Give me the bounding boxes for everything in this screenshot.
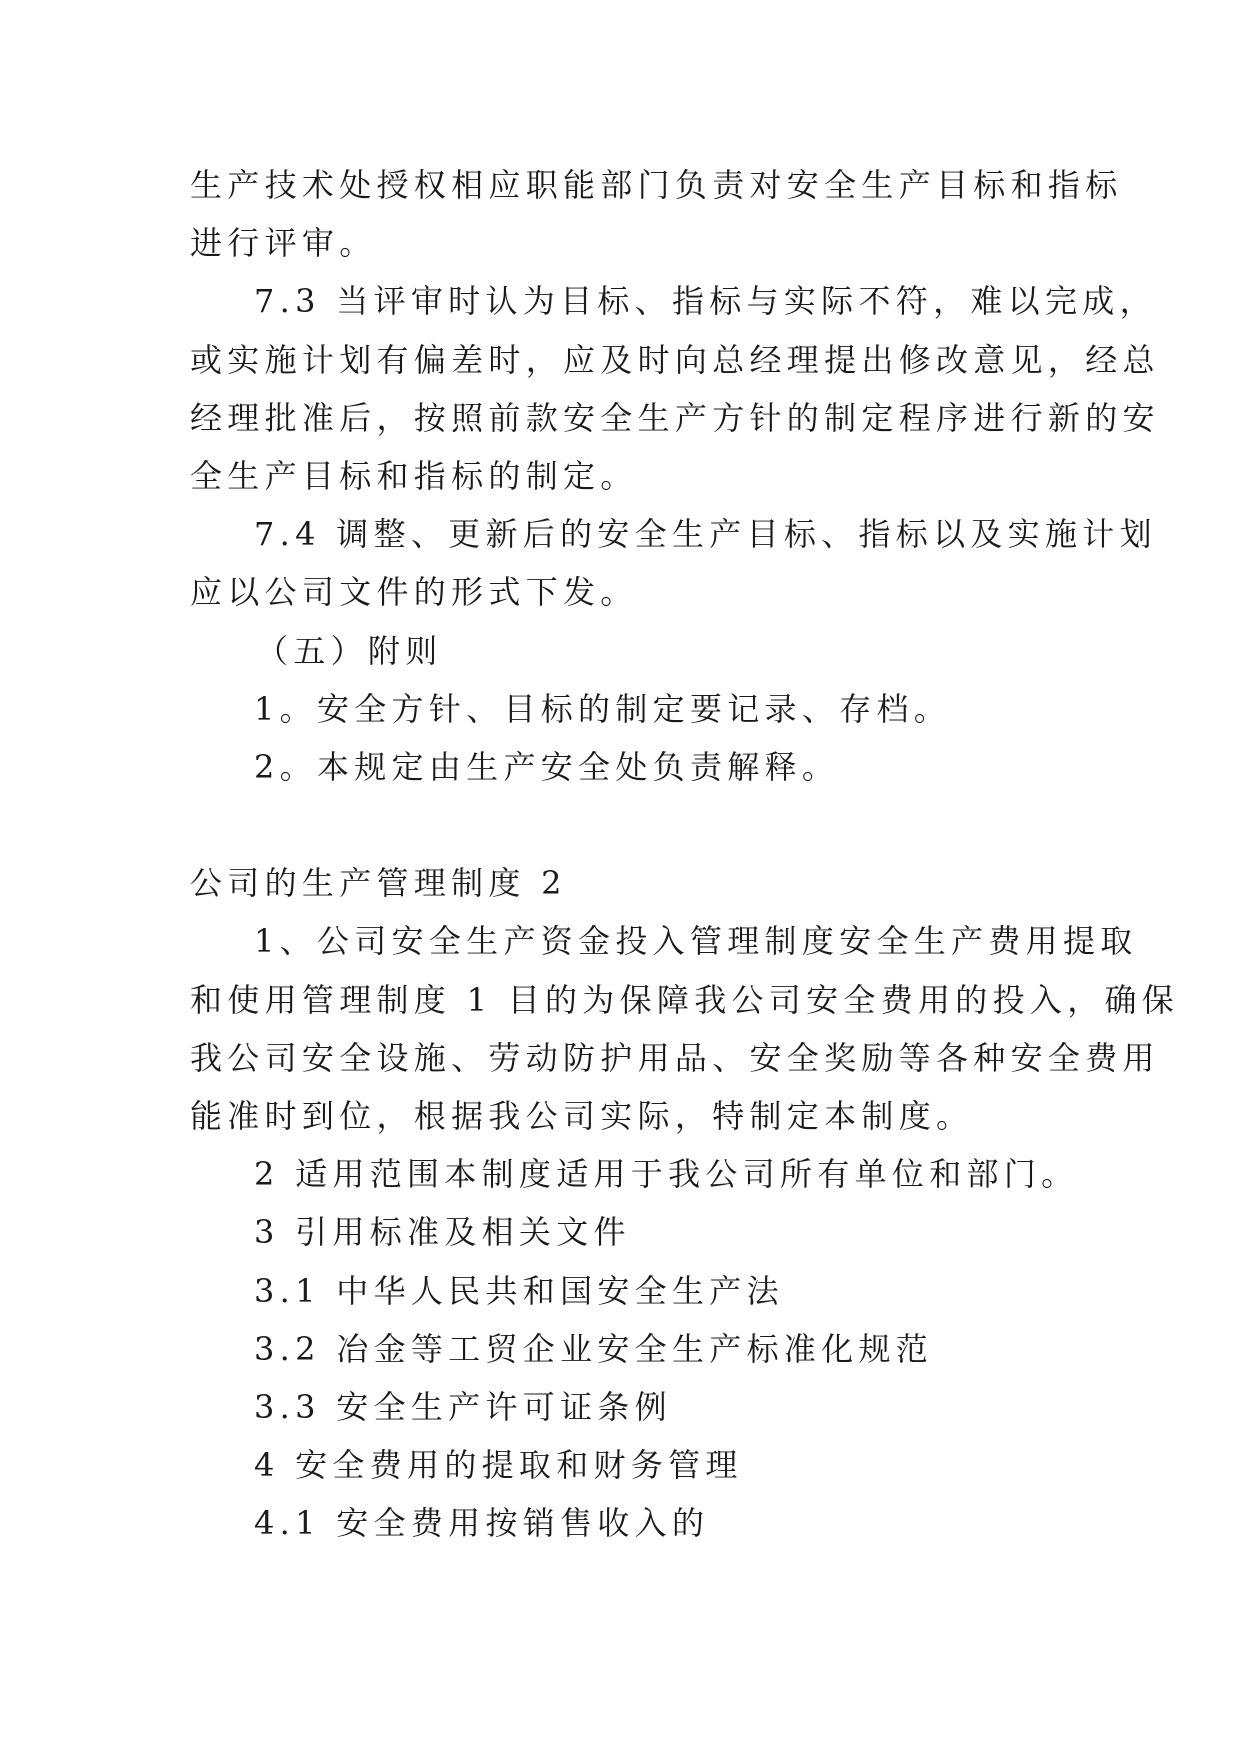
clause-3-2: 3.2 冶金等工贸企业安全生产标准化规范	[254, 1329, 934, 1368]
body-line: 生产技术处授权相应职能部门负责对安全生产目标和指标	[190, 166, 1123, 204]
document-body	[190, 156, 1180, 1553]
appendix-item-1: 1。安全方针、目标的制定要记录、存档。	[254, 689, 952, 728]
clause-3-3: 3.3 安全生产许可证条例	[254, 1387, 672, 1426]
section-heading-appendix: （五）附则	[256, 631, 443, 670]
body-line: 和使用管理制度 1 目的为保障我公司安全费用的投入，确保	[190, 980, 1180, 1019]
document-subtitle: 公司的生产管理制度 2	[190, 864, 567, 903]
body-line: 进行评审。	[190, 224, 377, 263]
paragraph-gap	[190, 796, 1060, 854]
clause-1: 1、公司安全生产资金投入管理制度安全生产费用提取	[254, 922, 1138, 961]
body-line: 应以公司文件的形式下发。	[190, 573, 638, 612]
body-line: 我公司安全设施、劳动防护用品、安全奖励等各种安全费用	[190, 1038, 1160, 1077]
clause-3-1: 3.1 中华人民共和国安全生产法	[254, 1271, 784, 1310]
clause-3: 3 引用标准及相关文件	[254, 1213, 631, 1252]
body-line: 或实施计划有偏差时，应及时向总经理提出修改意见，经总	[190, 340, 1160, 379]
body-line: 全生产目标和指标的制定。	[190, 456, 638, 495]
clause-4: 4 安全费用的提取和财务管理	[254, 1446, 743, 1485]
body-line: 经理批准后，按照前款安全生产方针的制定程序进行新的安	[190, 398, 1160, 437]
clause-2: 2 适用范围本制度适用于我公司所有单位和部门。	[254, 1155, 1079, 1194]
appendix-item-2: 2。本规定由生产安全处负责解释。	[254, 747, 840, 786]
clause-7-3: 7.3 当评审时认为目标、指标与实际不符，难以完成，	[254, 282, 1157, 321]
body-line: 能准时到位，根据我公司实际，特制定本制度。	[190, 1097, 974, 1135]
clause-7-4: 7.4 调整、更新后的安全生产目标、指标以及实施计划	[254, 515, 1157, 554]
clause-4-1: 4.1 安全费用按销售收入的	[254, 1504, 710, 1543]
